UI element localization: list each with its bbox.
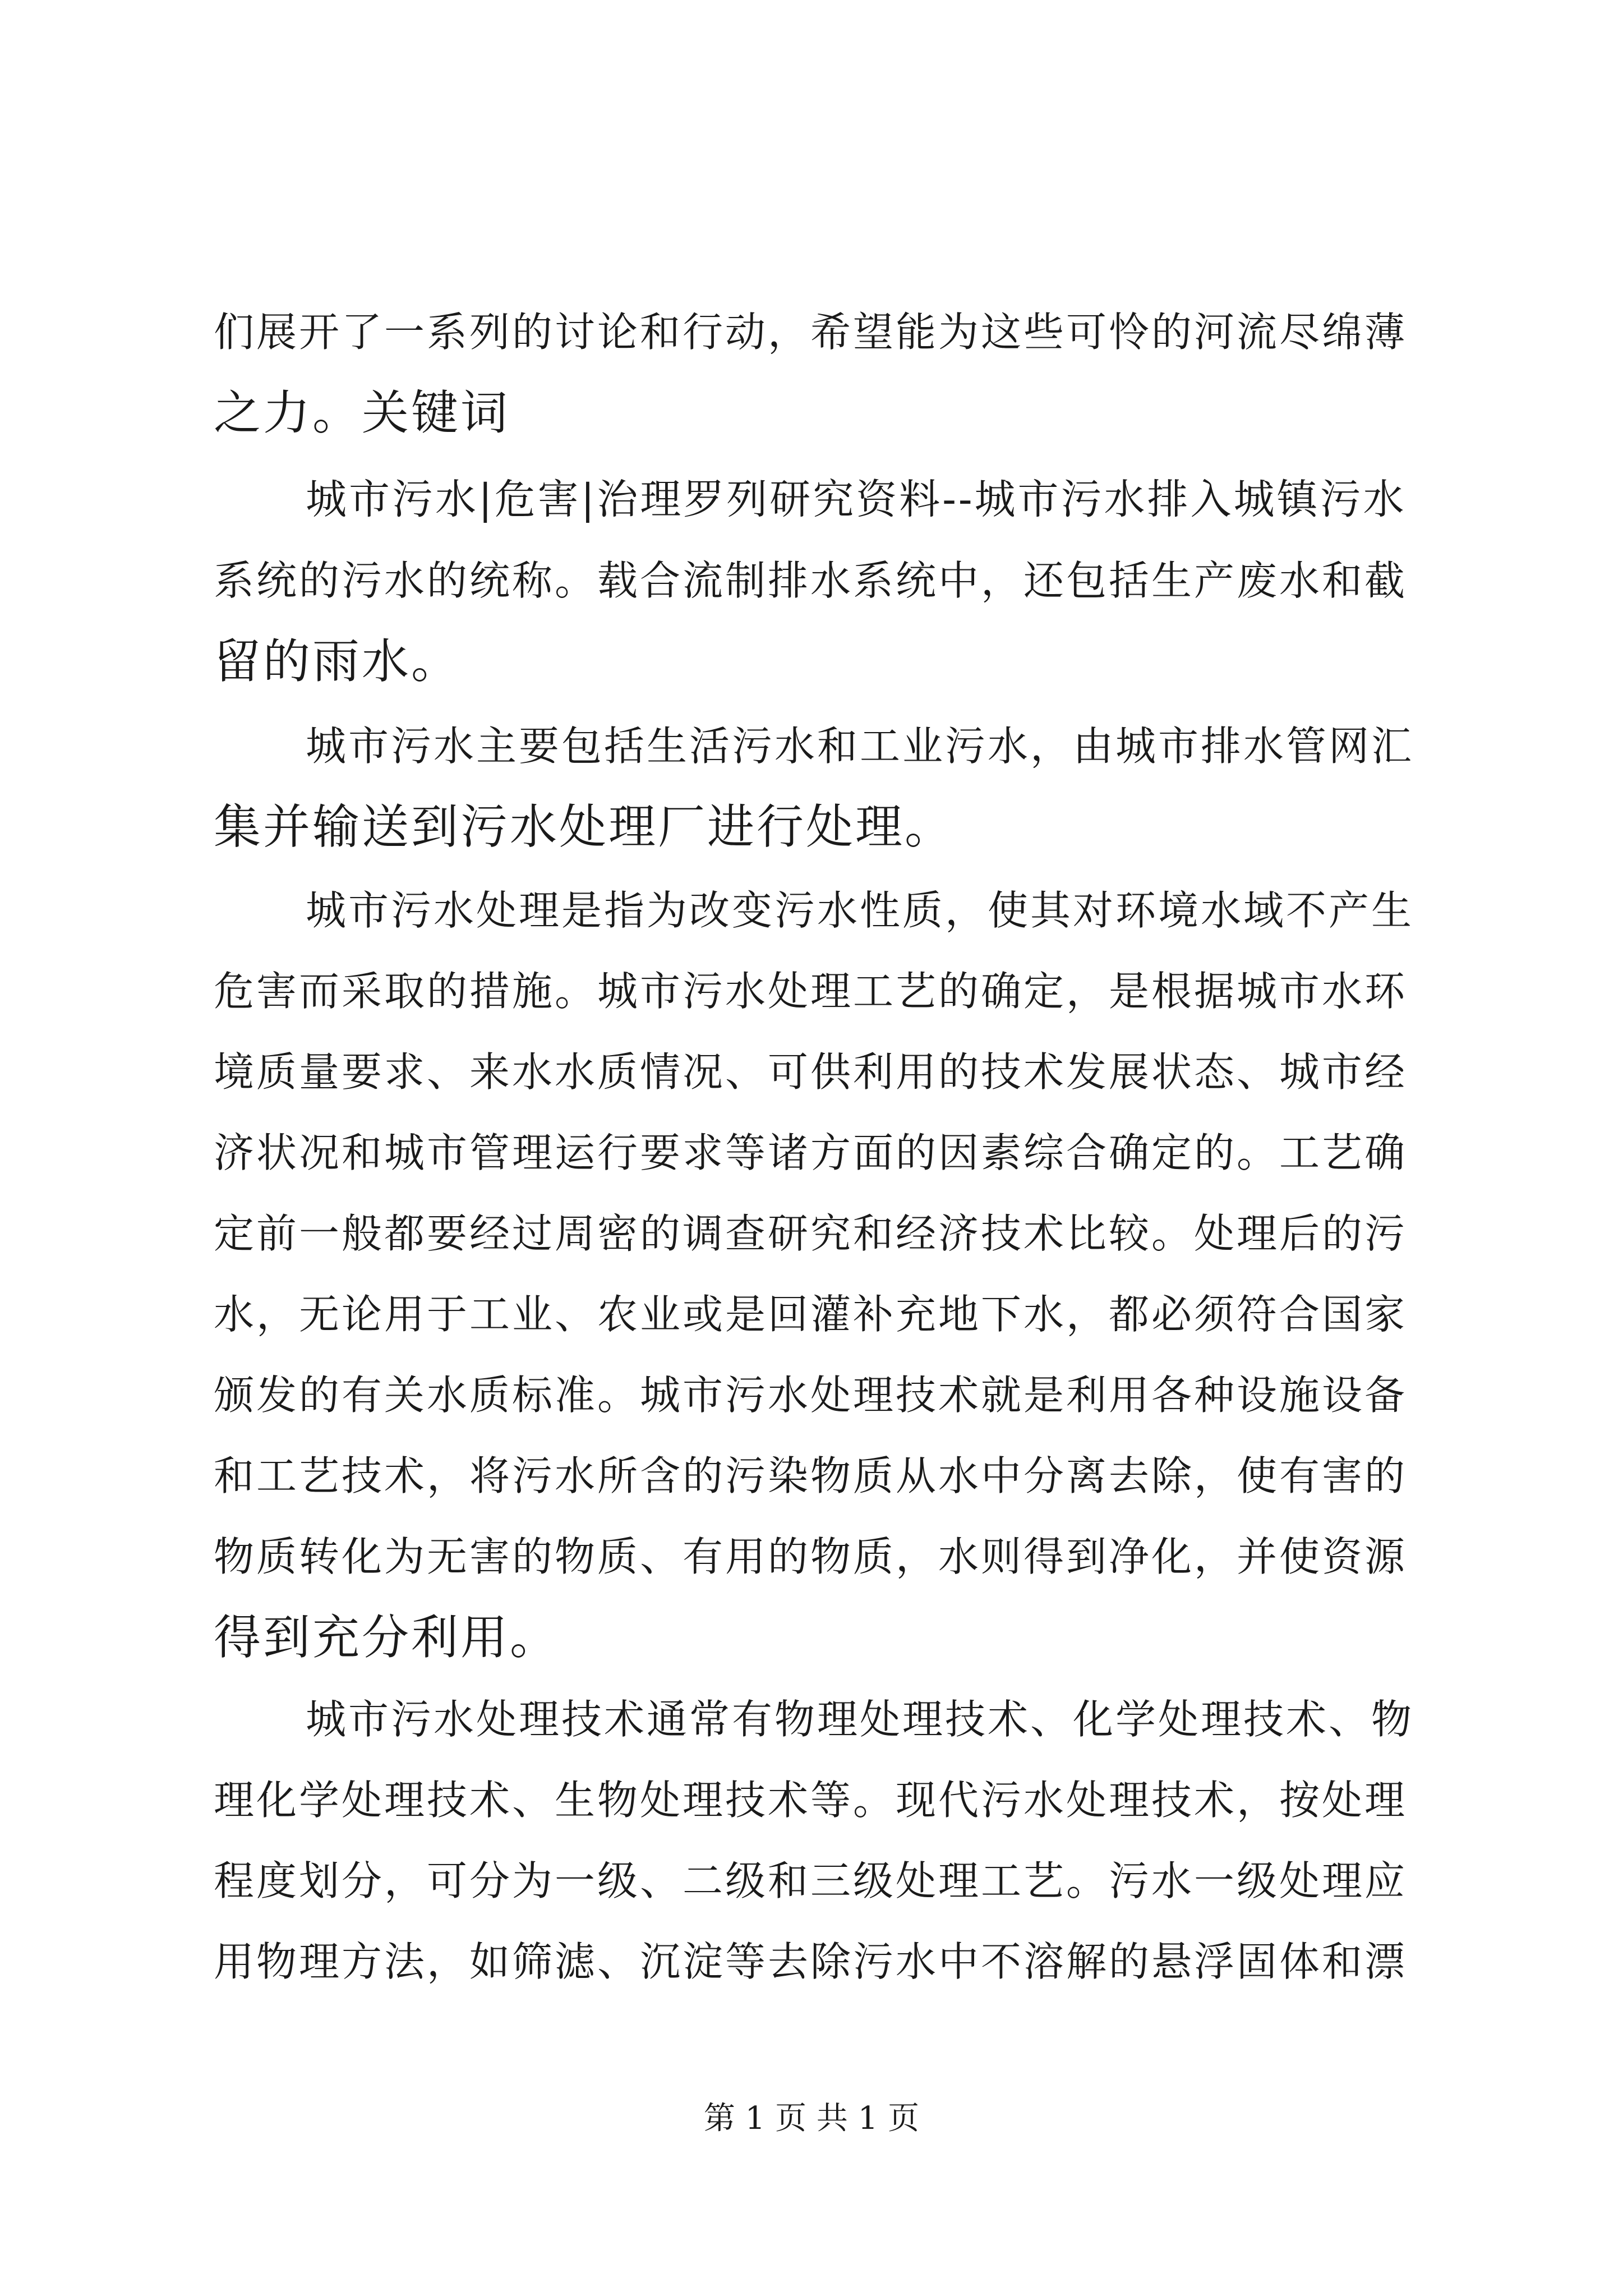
text-line: 水，无论用于工业、农业或是回灌补充地下水，都必须符合国家 [214,1291,1408,1338]
text-line: 颁发的有关水质标准。城市污水处理技术就是利用各种设施设备 [214,1372,1408,1419]
text-line: 理化学处理技术、生物处理技术等。现代污水处理技术，按处理 [214,1777,1408,1824]
text-line: 们展开了一系列的讨论和行动，希望能为这些可怜的河流尽绵薄 [214,309,1408,356]
text-line: 和工艺技术，将污水所含的污染物质从水中分离去除，使有害的 [214,1452,1408,1499]
text-line: 留的雨水。 [214,634,461,689]
text-line: 得到充分利用。 [214,1610,560,1665]
text-line: 城市污水主要包括生活污水和工业污水，由城市排水管网汇 [306,723,1414,770]
text-line: 系统的污水的统称。载合流制排水系统中，还包括生产废水和截 [214,557,1408,604]
text-line: 集并输送到污水处理厂进行处理。 [214,799,955,854]
text-line: 用物理方法，如筛滤、沉淀等去除污水中不溶解的悬浮固体和漂 [214,1938,1408,1985]
page-footer: 第 1 页 共 1 页 [703,2100,920,2137]
text-line: 城市污水处理是指为改变污水性质，使其对环境水域不产生 [306,887,1414,934]
text-line: 城市污水处理技术通常有物理处理技术、化学处理技术、物 [306,1696,1414,1743]
text-line: 境质量要求、来水水质情况、可供利用的技术发展状态、城市经 [214,1048,1408,1096]
text-line: 程度划分，可分为一级、二级和三级处理工艺。污水一级处理应 [214,1857,1408,1904]
text-line: 定前一般都要经过周密的调查研究和经济技术比较。处理后的污 [214,1210,1408,1257]
text-line: 物质转化为无害的物质、有用的物质，水则得到净化，并使资源 [214,1533,1408,1580]
text-line: 城市污水|危害|治理罗列研究资料--城市污水排入城镇污水 [306,476,1407,523]
text-line: 之力。关键词 [214,385,510,440]
text-line: 危害而采取的措施。城市污水处理工艺的确定，是根据城市水环 [214,968,1408,1015]
text-line: 济状况和城市管理运行要求等诸方面的因素综合确定的。工艺确 [214,1129,1408,1176]
